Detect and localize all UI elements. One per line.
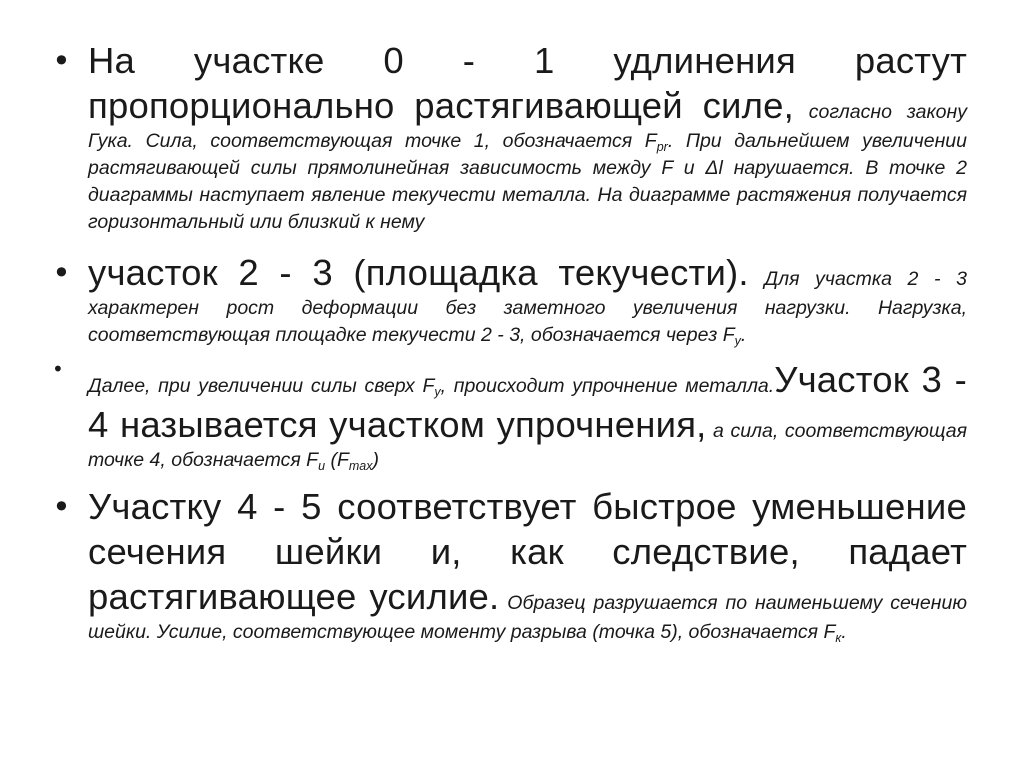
bullet-3-pre-text: Далее, при увеличении силы сверх F [88,375,435,397]
bullet-4-lead: Участку 4 - 5 соответствует быстрое уменьшение сечения шейки и, как следствие, падает растягивающее усилие. [88,486,967,617]
bullet-4-text-a: Образец разрушается по наименьшему сечению шейки. Усилие, соответствующее моменту разрыва (точка 5), обозначается F [88,592,967,643]
bullet-1-text-b: . При дальнейшем увеличении растягивающей силы прямолинейная зависимость между F и Δl нарушается. В точке 2 диаграммы наступает явление текучести металла. На диаграмме растяжения получается горизонтальный или близкий к нему [88,130,967,233]
bullet-3-subscript-a: u [318,459,326,473]
bullet-3-pre-end: , происходит упрочнение металла. [440,375,775,397]
bullet-2-lead: участок 2 - 3 (площадка текучести). [88,252,749,293]
bullet-2-text-b: . [740,324,747,346]
bullet-3-lead: Участок 3 - 4 называется участком упрочнения, [88,359,968,445]
bullet-2-subscript: y [734,334,741,348]
bullet-3-pre [88,375,774,397]
bullet-4-subscript: к [835,631,842,645]
bullet-3-pre-subscript: y [434,385,441,399]
bullet-item-1 [52,38,967,236]
bullet-3-text-b: (F [325,449,349,471]
bullet-list [52,38,967,646]
bullet-3-text-a: а сила, соответствующая точке 4, обозначается F [88,420,967,471]
bullet-1-lead: На участке 0 - 1 удлинения растут пропорционально растягивающей силе, [88,40,967,126]
bullet-3-text-c: ) [372,449,380,471]
bullet-item-3 [52,357,967,474]
bullet-4-text-b: . [841,621,847,643]
bullet-1-subscript: pr [656,140,668,154]
bullet-item-4 [52,484,967,646]
bullet-2-text-a: Для участка 2 - 3 характерен рост деформации без заметного увеличения нагрузки. Нагрузка, соответствующая площадке текучести 2 - 3, обозначается через F [88,268,967,346]
bullet-1-text-a: согласно закону Гука. Сила, соответствующая точке 1, обозначается F [88,101,967,152]
bullet-3-subscript-b: max [348,459,373,473]
bullet-item-2 [52,250,967,349]
